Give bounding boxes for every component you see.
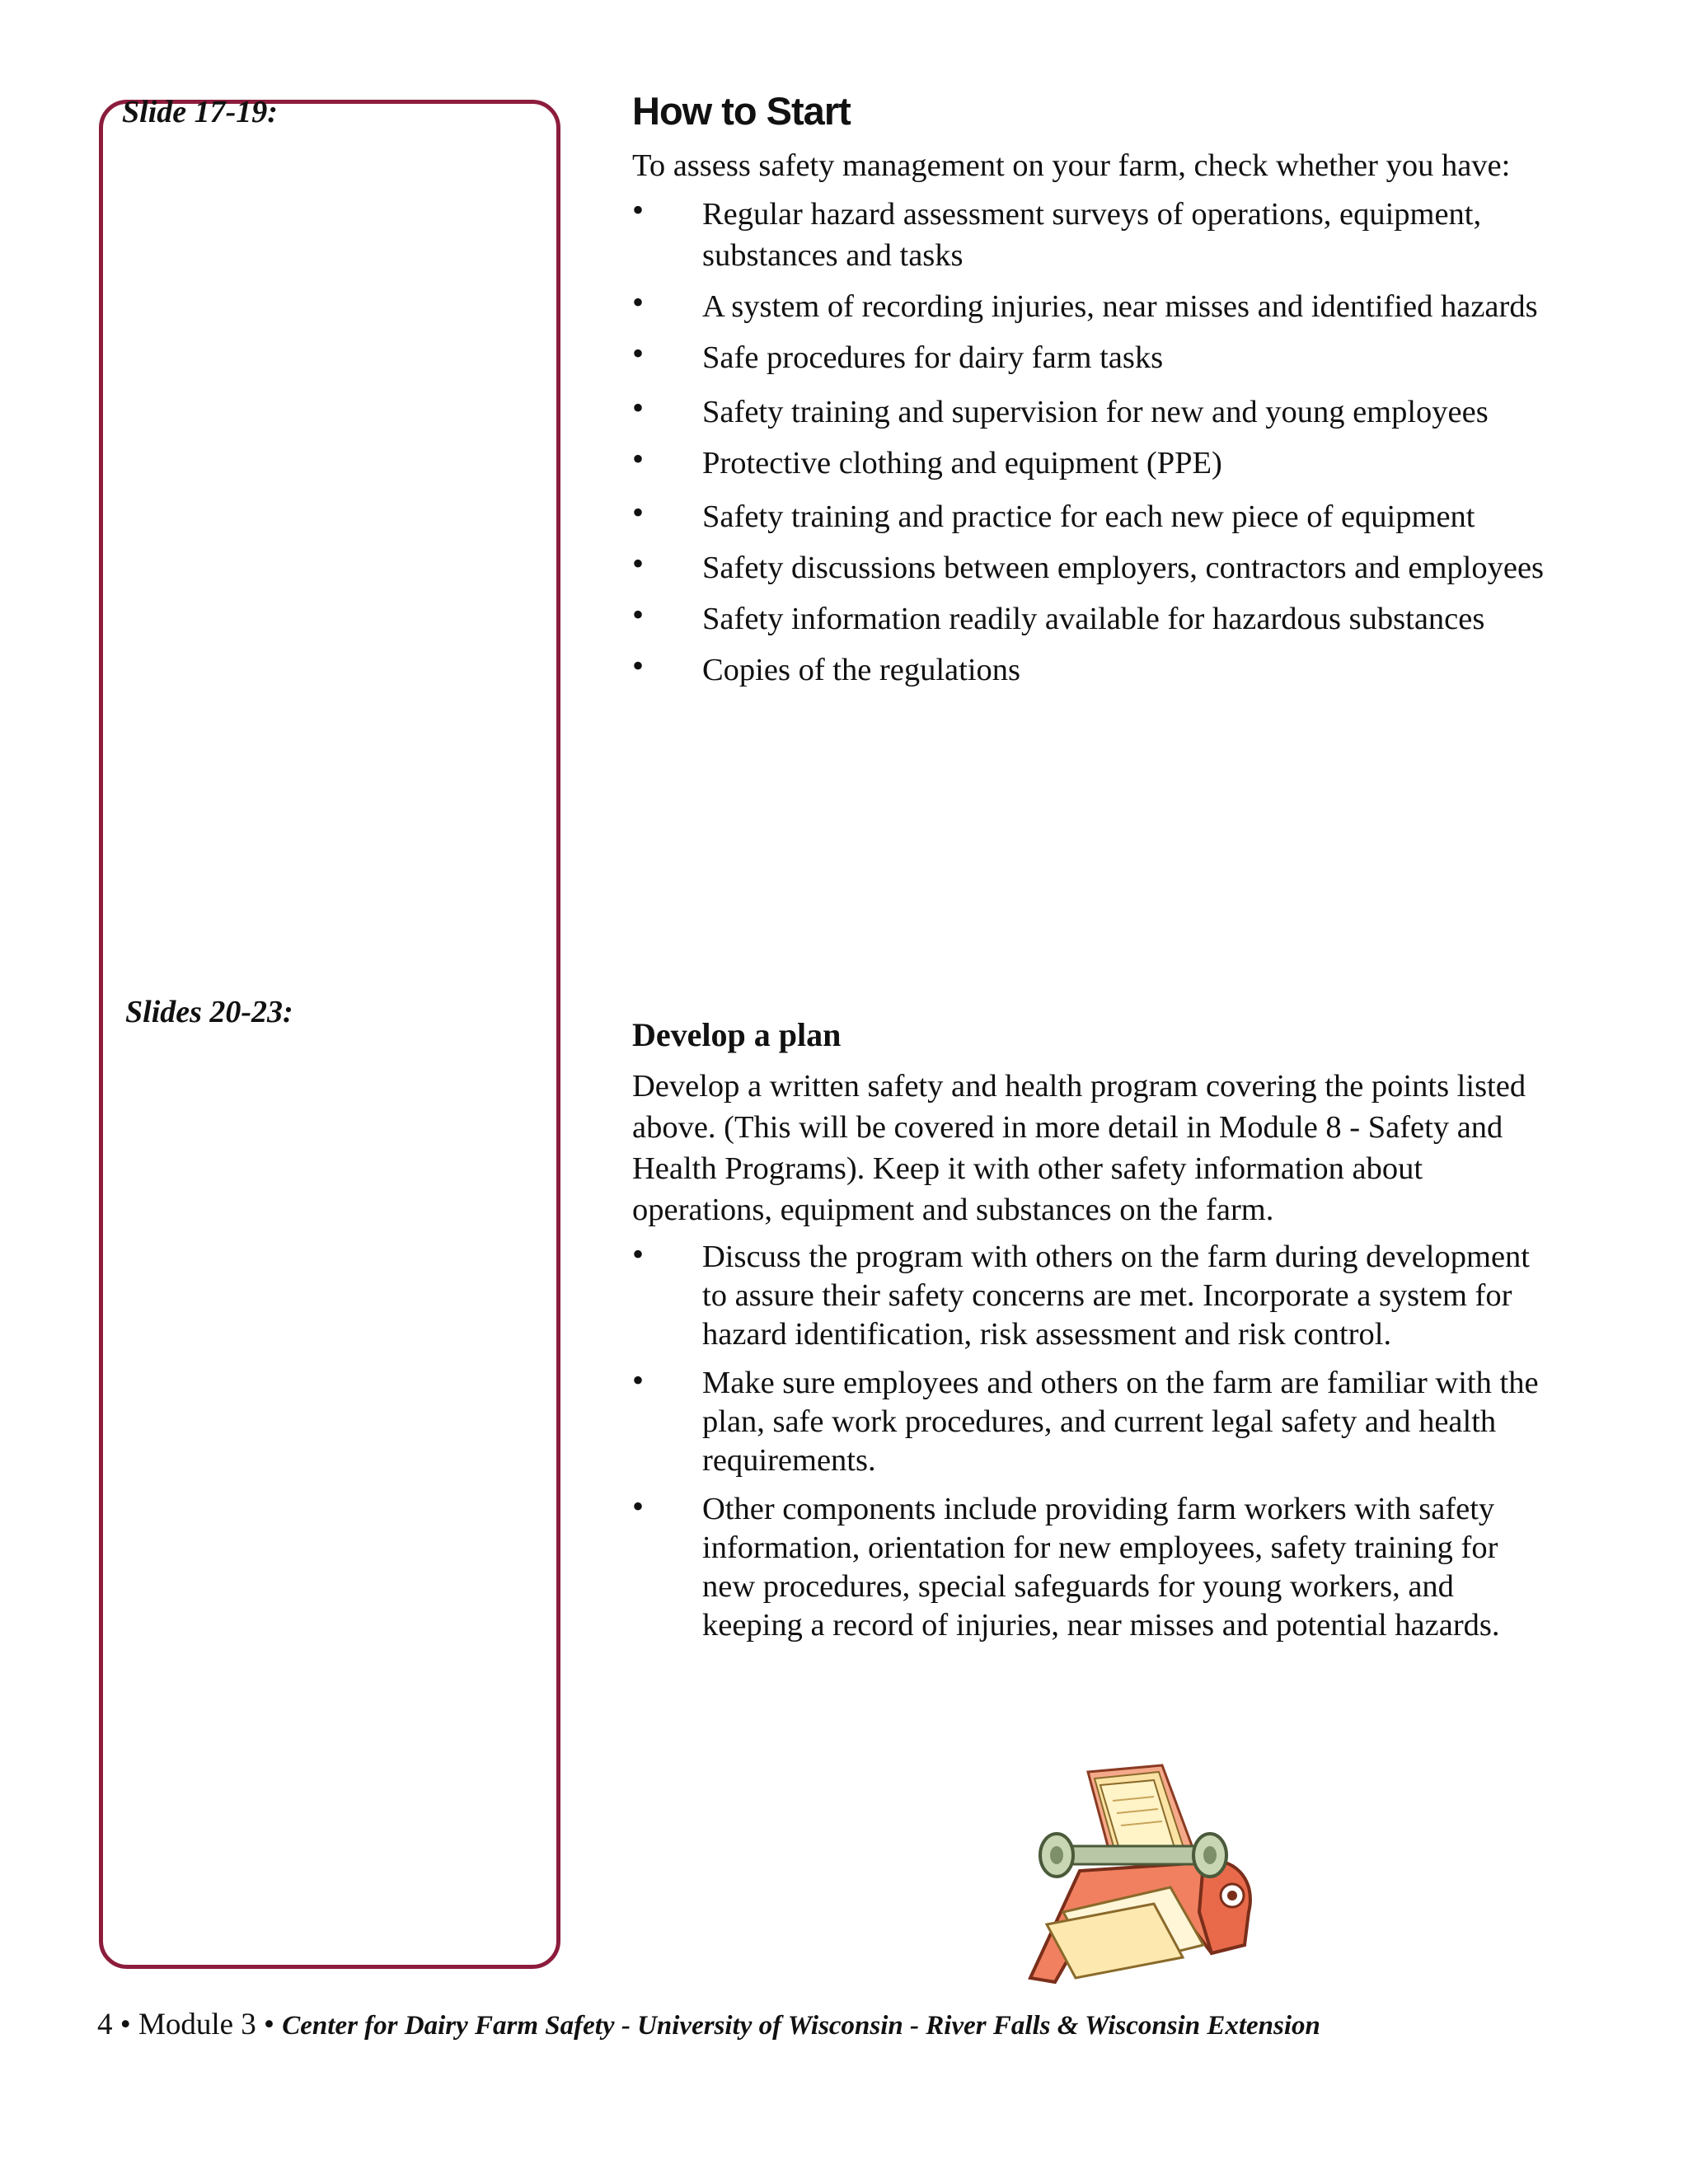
checklist-item: • Safety training and supervision for new and young employees bbox=[632, 389, 1489, 429]
checklist-item: • Safe procedures for dairy farm tasks bbox=[632, 335, 1164, 375]
bullet-icon: • bbox=[632, 335, 645, 372]
section-develop-plan bbox=[632, 1015, 1555, 1645]
page-footer bbox=[97, 2007, 1320, 2042]
rolodex-illustration bbox=[997, 1755, 1261, 1986]
slide-label-17-19: Slide 17-19: bbox=[122, 95, 278, 129]
bullet-icon: • bbox=[632, 545, 645, 582]
intro-develop-plan: Develop a written safety and health program covering the points listed above. (This will be covered in more detail in Module 8 - Safety and Health Programs). Keep it with other safety information about operations, equipment and substances on the farm. bbox=[632, 1069, 1526, 1227]
bullet-icon: • bbox=[632, 191, 645, 228]
plan-list-item: • Other components include providing farm workers with safety information, orientation for new employees, safety training for new procedures, special safeguards for young workers, and keeping a record of injuries, near misses and potential hazards. bbox=[632, 1488, 1500, 1643]
section-how-to-start bbox=[632, 88, 1555, 691]
slide-notes-box bbox=[99, 100, 560, 1969]
bullet-icon: • bbox=[632, 1488, 645, 1525]
footer-page-module: 4 • Module 3 • bbox=[97, 2008, 283, 2041]
bullet-icon: • bbox=[632, 647, 645, 684]
heading-how-to-start: How to Start bbox=[632, 89, 851, 133]
heading-develop-plan: Develop a plan bbox=[632, 1016, 842, 1053]
plan-list-item: • Make sure employees and others on the farm are familiar with the plan, safe work procedures, and current legal safety and health requirements. bbox=[632, 1361, 1539, 1478]
bullet-icon: • bbox=[632, 596, 645, 633]
plan-list bbox=[632, 1235, 1555, 1645]
checklist-item: • A system of recording injuries, near misses and identified hazards bbox=[632, 284, 1538, 324]
bullet-icon: • bbox=[632, 389, 645, 426]
checklist-item: • Safety training and practice for each new piece of equipment bbox=[632, 494, 1475, 534]
bullet-icon: • bbox=[632, 440, 645, 477]
bullet-icon: • bbox=[632, 284, 645, 321]
checklist-item: • Regular hazard assessment surveys of operations, equipment, substances and tasks bbox=[632, 191, 1482, 273]
footer-organization: Center for Dairy Farm Safety - University of Wisconsin - River Falls & Wisconsin Extension bbox=[282, 2011, 1320, 2041]
intro-how-to-start: To assess safety management on your farm, check whether you have: bbox=[632, 148, 1511, 183]
checklist-item: • Copies of the regulations bbox=[632, 647, 1020, 687]
checklist-item: • Safety discussions between employers, contractors and employees bbox=[632, 545, 1545, 585]
slide-label-20-23: Slides 20-23: bbox=[125, 995, 293, 1029]
checklist bbox=[632, 191, 1555, 691]
bullet-icon: • bbox=[632, 1235, 645, 1272]
bullet-icon: • bbox=[632, 1361, 645, 1399]
bullet-icon: • bbox=[632, 494, 645, 531]
plan-list-item: • Discuss the program with others on the farm during development to assure their safety concerns are met. Incorporate a system for hazard identification, risk assessment and risk control. bbox=[632, 1235, 1530, 1352]
checklist-item: • Protective clothing and equipment (PPE) bbox=[632, 440, 1222, 480]
checklist-item: • Safety information readily available for hazardous substances bbox=[632, 596, 1485, 636]
